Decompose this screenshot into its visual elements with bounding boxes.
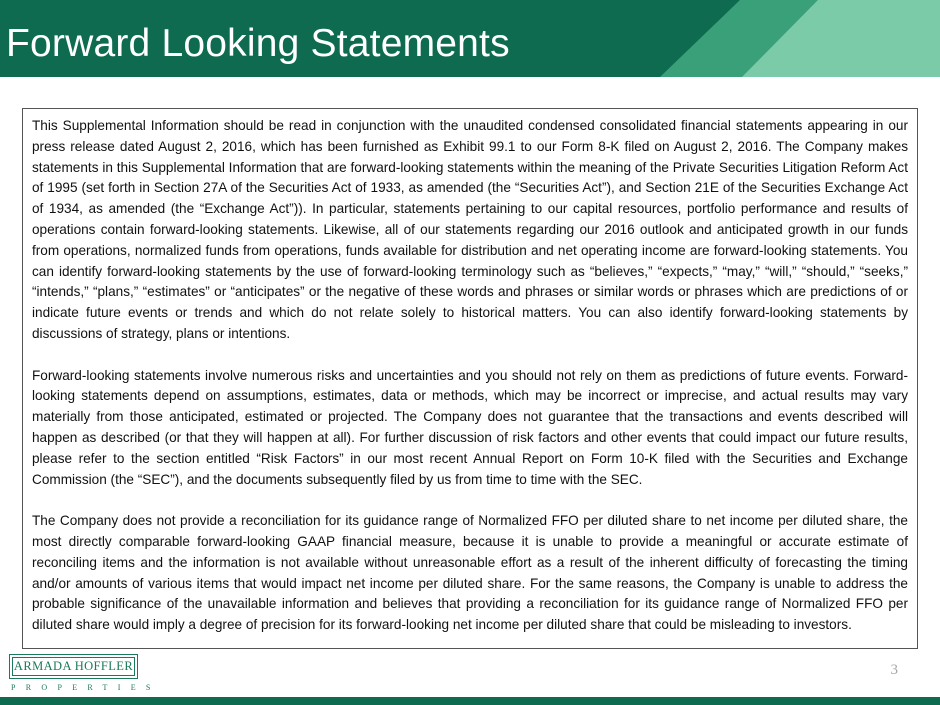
logo-company-name: ARMADA HOFFLER [13, 659, 134, 673]
logo-outer-frame [9, 654, 138, 679]
paragraph-ffo-reconciliation: The Company does not provide a reconciliation for its guidance range of Normalized FFO per diluted share to net income per diluted share, the most directly comparable forward-looking GAAP financial measure, because it is unable to provide a meaningful or accurate estimate of reconciling items and the information is not available without unreasonable effort as a result of the inherent difficulty of forecasting the timing and/or amounts of various items that would impact net income per diluted share. For the same reasons, the Company is unable to address the probable significance of the unavailable information and believes that providing a reconciliation for its guidance range of Normalized FFO per diluted share would imply a degree of precision for its forward-looking net income per diluted share that could be misleading to investors. [32, 513, 908, 633]
page-number: 3 [890, 662, 898, 678]
armada-hoffler-logo [9, 654, 161, 694]
logo-tagline: PROPERTIES [11, 683, 161, 692]
paragraph-supplemental-information: This Supplemental Information should be read in conjunction with the unaudited condensed consolidated financial statements appearing in our press release dated August 2, 2016, which has been furnished as Exhibit 99.1 to our Form 8-K filed on August 2, 2016. The Company makes statements in this Supplemental Information that are forward-looking statements within the meaning of the Private Securities Litigation Reform Act of 1995 (set forth in Section 27A of the Securities Act of 1933, as amended (the “Securities Act”), and Section 21E of the Securities Exchange Act of 1934, as amended (the “Exchange Act”)). In particular, statements pertaining to our capital resources, portfolio performance and results of operations contain forward-looking statements. Likewise, all of our statements regarding our 2016 outlook and anticipated growth in our funds from operations, normalized funds from operations, funds available for distribution and net operating income are forward-looking statements. You can identify forward-looking statements by the use of forward-looking terminology such as “believes,” “expects,” “may,” “will,” “should,” “seeks,” “intends,” “plans,” “estimates” or “anticipates” or the negative of these words and phrases or similar words or phrases which are predictions of or indicate future events or trends and which do not relate solely to historical matters. You can also identify forward-looking statements by discussions of strategy, plans or intentions. [32, 118, 908, 341]
slide-header-band [0, 0, 940, 77]
logo-inner-frame [12, 657, 135, 676]
footer-bar [0, 697, 940, 705]
page-title: Forward Looking Statements [6, 22, 510, 65]
paragraph-risks-uncertainties: Forward-looking statements involve numerous risks and uncertainties and you should not rely on them as predictions of future events. Forward-looking statements depend on assumptions, estimates, data or methods, which may be incorrect or imprecise, and actual results may vary materially from those anticipated, estimated or projected. The Company does not guarantee that the transactions and events described will happen as described (or that they will happen at all). For further discussion of risk factors and other events that could impact our future results, please refer to the section entitled “Risk Factors” in our most recent Annual Report on Form 10-K filed with the Securities and Exchange Commission (the “SEC”), and the documents subsequently filed by us from time to time with the SEC. [32, 367, 908, 487]
disclaimer-text-box [22, 108, 918, 649]
